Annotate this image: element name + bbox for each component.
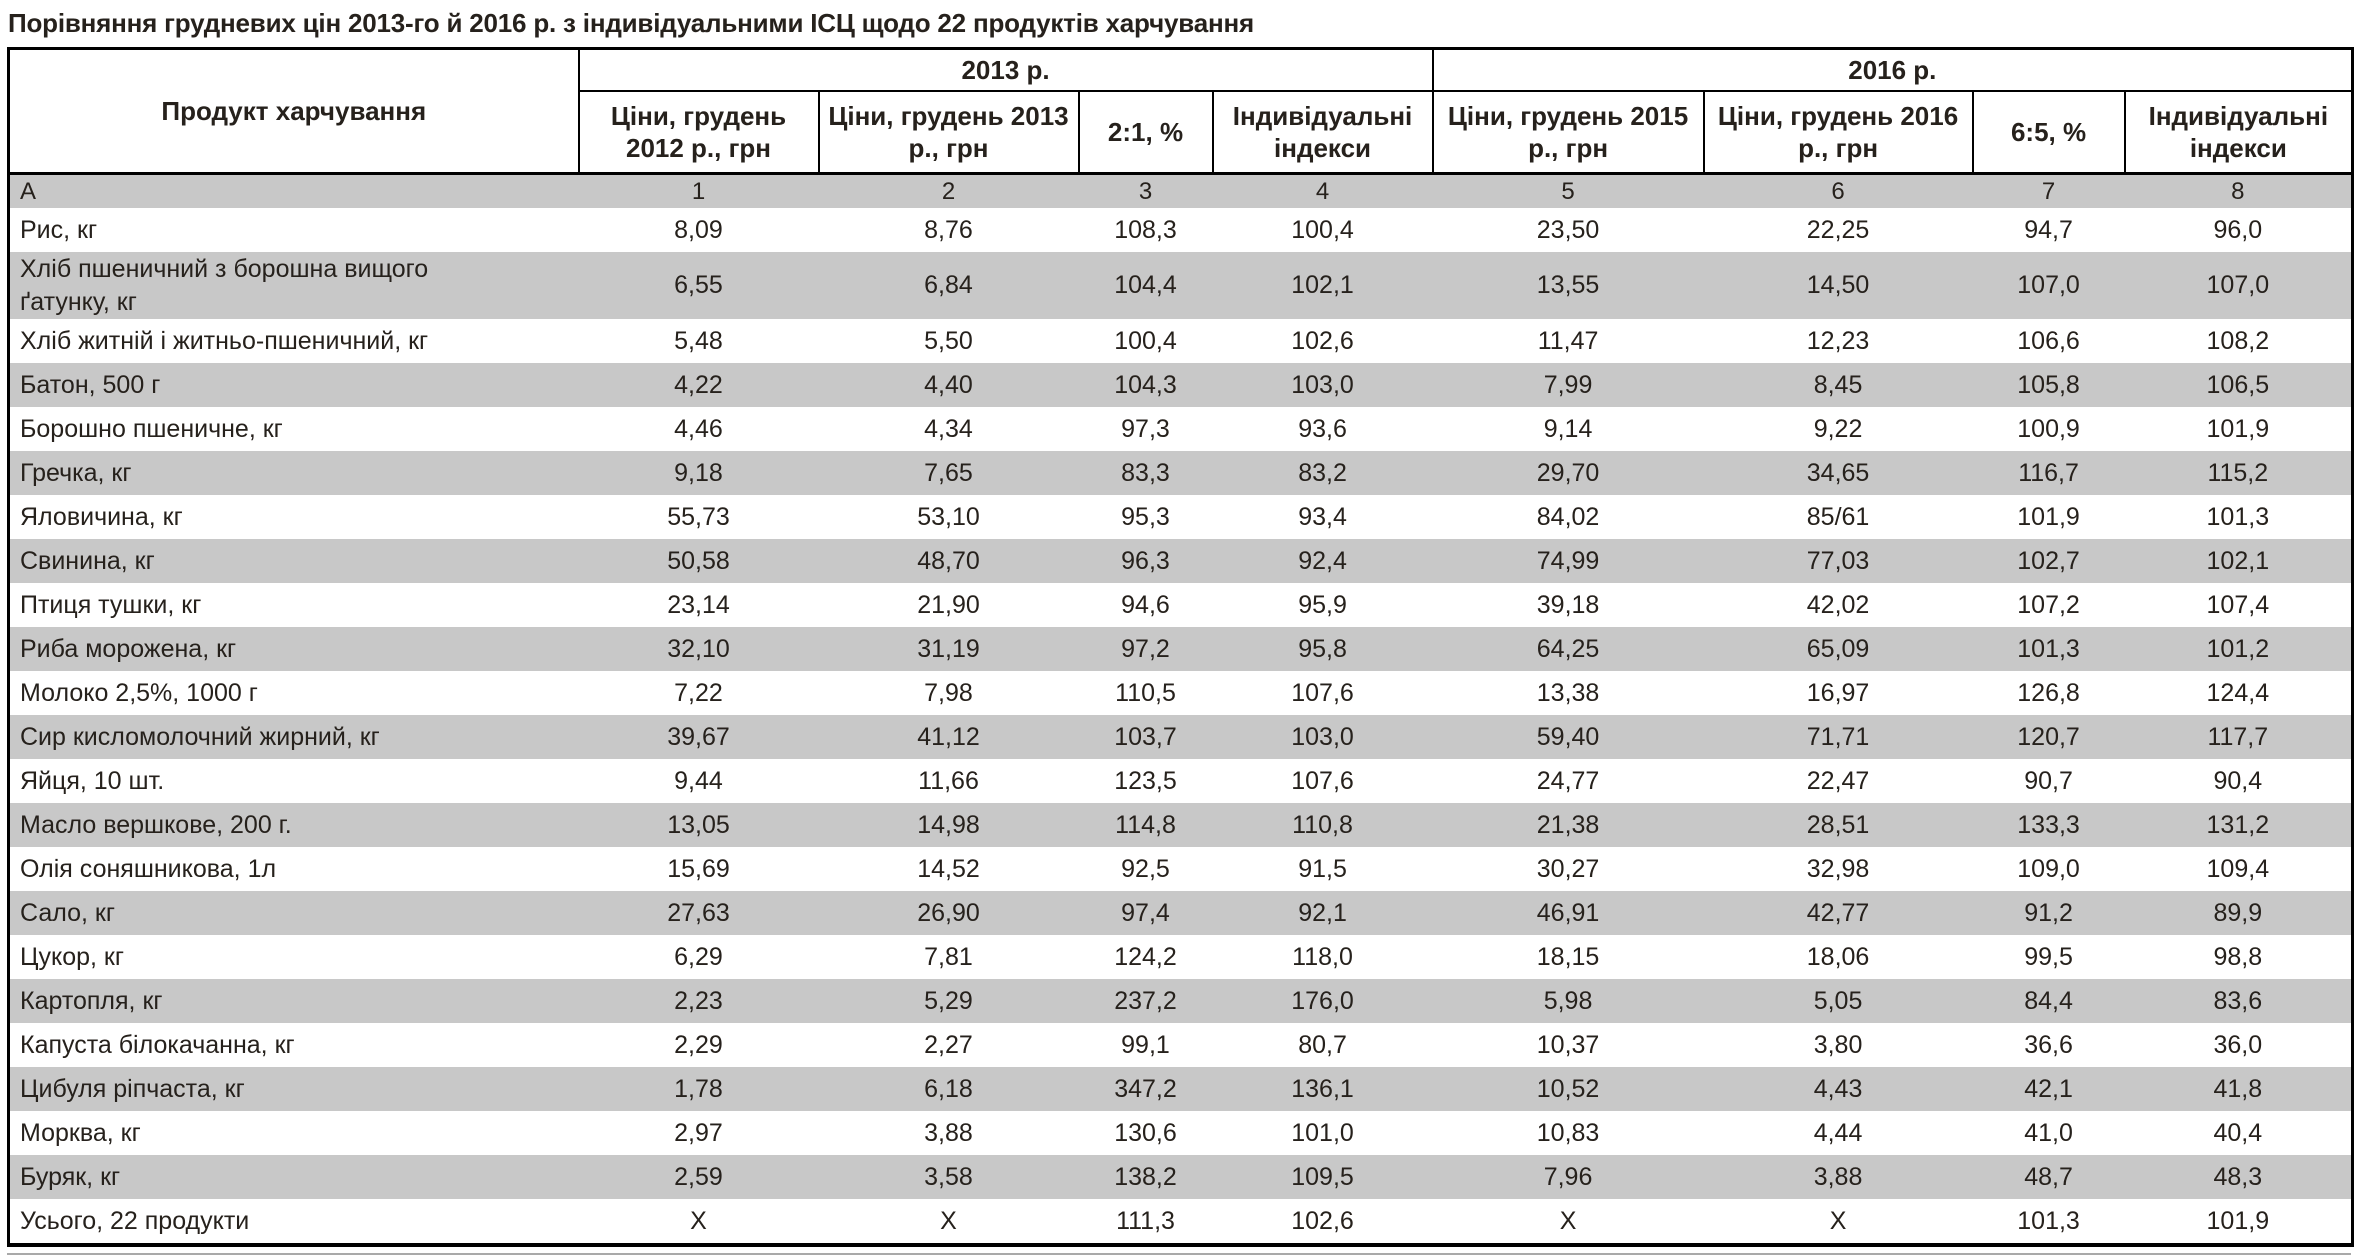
value-cell: 92,5	[1121, 854, 1170, 883]
column-group-2013: 2013 р.	[579, 49, 1433, 92]
product-cell: Масло вершкове, 200 г.	[20, 810, 292, 839]
value-cell: 107,2	[2017, 590, 2080, 619]
value-cell: 99,1	[1121, 1030, 1170, 1059]
value-cell: 91,5	[1298, 854, 1347, 883]
value-cell: 5,05	[1813, 986, 1863, 1015]
value-cell: 90,7	[2024, 766, 2073, 795]
table-row	[9, 1023, 2353, 1067]
value-cell: 96,0	[2213, 215, 2263, 244]
table-row	[9, 979, 2353, 1023]
table-row	[9, 539, 2353, 583]
value-cell: 27,63	[667, 898, 730, 927]
product-cell: Рис, кг	[20, 215, 98, 244]
table-row	[9, 1067, 2353, 1111]
value-cell: 124,2	[1114, 942, 1177, 971]
value-cell: 109,5	[1291, 1162, 1354, 1191]
value-cell: 110,5	[1115, 678, 1176, 707]
table-row	[9, 363, 2353, 407]
value-cell: 7,99	[1543, 370, 1593, 399]
page	[0, 8, 2358, 1255]
value-cell: 32,10	[667, 634, 730, 663]
value-cell: 30,27	[1536, 854, 1600, 883]
value-cell: 5,29	[924, 986, 973, 1015]
value-cell: 102,1	[2206, 546, 2270, 575]
value-cell: 14,50	[1806, 271, 1870, 300]
value-cell: 347,2	[1114, 1074, 1177, 1103]
column-group-2016: 2016 р.	[1433, 49, 2353, 92]
table-row	[9, 319, 2353, 363]
value-cell: 107,0	[2206, 271, 2270, 300]
value-cell: 36,0	[2213, 1030, 2263, 1059]
value-cell: 3,80	[1813, 1030, 1863, 1059]
value-cell: 31,19	[917, 634, 980, 663]
column-letter: А	[20, 178, 37, 205]
value-cell: 10,37	[1536, 1030, 1600, 1059]
value-cell: 36,6	[2024, 1030, 2073, 1059]
value-cell: 14,98	[917, 810, 980, 839]
column-header-product: Продукт харчування	[9, 49, 579, 174]
product-cell: Олія соняшникова, 1л	[20, 854, 277, 883]
value-cell: 4,34	[924, 414, 973, 443]
column-letter: 3	[1138, 177, 1153, 205]
value-cell: 42,1	[2024, 1074, 2073, 1103]
value-cell: 9,22	[1813, 414, 1863, 443]
value-cell: 111,3	[1116, 1206, 1175, 1235]
table-body	[9, 174, 2353, 1246]
table-title: Порівняння грудневих цін 2013-го й 2016 р. з індивідуальними ІСЦ щодо 22 продуктів харчування	[8, 8, 1254, 38]
value-cell: Х	[1559, 1206, 1577, 1235]
value-cell: 39,67	[667, 722, 730, 751]
value-cell: 29,70	[1536, 458, 1600, 487]
column-letters-row	[9, 174, 2353, 209]
value-cell: 133,3	[2017, 810, 2080, 839]
column-letter: 5	[1561, 177, 1575, 205]
value-cell: 3,58	[924, 1162, 973, 1191]
value-cell: 97,4	[1121, 898, 1170, 927]
value-cell: 2,29	[674, 1030, 723, 1059]
value-cell: 107,4	[2206, 590, 2270, 619]
value-cell: 103,0	[1291, 370, 1354, 399]
table-row	[9, 451, 2353, 495]
value-cell: 6,55	[674, 271, 723, 300]
table-row	[9, 627, 2353, 671]
value-cell: 101,2	[2206, 634, 2270, 663]
value-cell: 102,6	[1291, 1206, 1354, 1235]
value-cell: 107,6	[1291, 678, 1354, 707]
value-cell: 106,5	[2206, 370, 2270, 399]
value-cell: 108,3	[1114, 215, 1177, 244]
value-cell: 101,3	[2017, 1206, 2080, 1235]
value-cell: 131,2	[2206, 810, 2270, 839]
value-cell: 41,12	[917, 722, 980, 751]
value-cell: 7,22	[674, 678, 723, 707]
value-cell: 71,71	[1806, 722, 1870, 751]
value-cell: 24,77	[1536, 766, 1600, 795]
value-cell: 11,47	[1537, 326, 1599, 355]
product-cell: Свинина, кг	[20, 546, 155, 575]
value-cell: 18,06	[1806, 942, 1870, 971]
value-cell: 8,09	[674, 215, 723, 244]
value-cell: 136,1	[1291, 1074, 1354, 1103]
value-cell: 55,73	[667, 502, 730, 531]
value-cell: 8,45	[1813, 370, 1863, 399]
sub-header-price-dec-2016: Ціни, грудень 2016 р., грн	[1704, 91, 1973, 174]
sub-header-individual-indices-2016: Індивідуальні індекси	[2125, 91, 2353, 174]
value-cell: 10,52	[1536, 1074, 1600, 1103]
price-comparison-table	[7, 47, 2354, 1247]
value-cell: 8,76	[924, 215, 973, 244]
value-cell: 9,18	[674, 458, 723, 487]
value-cell: 100,4	[1291, 215, 1354, 244]
value-cell: 12,23	[1806, 326, 1870, 355]
value-cell: 40,4	[2213, 1118, 2263, 1147]
value-cell: 96,3	[1121, 546, 1170, 575]
value-cell: 16,97	[1806, 678, 1870, 707]
value-cell: 83,6	[2213, 986, 2263, 1015]
value-cell: 91,2	[2024, 898, 2073, 927]
value-cell: 6,84	[924, 271, 973, 300]
value-cell: 92,1	[1298, 898, 1347, 927]
sub-header-price-dec-2012: Ціни, грудень 2012 р., грн	[579, 91, 819, 174]
value-cell: 103,0	[1291, 722, 1354, 751]
sub-header-ratio-2-1: 2:1, %	[1079, 91, 1213, 174]
value-cell: 103,7	[1114, 722, 1177, 751]
value-cell: 2,97	[674, 1118, 723, 1147]
value-cell: 83,3	[1121, 458, 1170, 487]
value-cell: 48,7	[2024, 1162, 2073, 1191]
value-cell: 2,27	[924, 1030, 973, 1059]
value-cell: 95,8	[1298, 634, 1347, 663]
value-cell: 89,9	[2213, 898, 2263, 927]
table-row	[9, 671, 2353, 715]
value-cell: 13,05	[667, 810, 730, 839]
value-cell: 101,9	[2206, 1206, 2270, 1235]
value-cell: 116,7	[2018, 458, 2079, 487]
value-cell: 15,69	[667, 854, 730, 883]
value-cell: 98,8	[2213, 942, 2263, 971]
table-row	[9, 891, 2353, 935]
table-row	[9, 1155, 2353, 1199]
product-cell: Сало, кг	[20, 898, 115, 927]
value-cell: 4,44	[1813, 1118, 1863, 1147]
value-cell: 6,29	[674, 942, 723, 971]
group-header-row	[9, 49, 2353, 92]
value-cell: 107,0	[2017, 271, 2080, 300]
value-cell: 124,4	[2206, 678, 2270, 707]
value-cell: 41,8	[2213, 1074, 2263, 1103]
value-cell: 7,65	[924, 458, 973, 487]
value-cell: 237,2	[1114, 986, 1177, 1015]
table-row	[9, 1199, 2353, 1245]
value-cell: 13,55	[1536, 271, 1600, 300]
product-cell: Усього, 22 продукти	[20, 1206, 250, 1235]
product-cell: Картопля, кг	[20, 986, 163, 1015]
value-cell: 41,0	[2024, 1118, 2073, 1147]
table-row	[9, 803, 2353, 847]
value-cell: 2,59	[674, 1162, 723, 1191]
value-cell: 100,9	[2017, 414, 2080, 443]
value-cell: 26,90	[917, 898, 980, 927]
value-cell: 7,96	[1543, 1162, 1593, 1191]
value-cell: 1,78	[674, 1074, 723, 1103]
value-cell: 7,98	[924, 678, 973, 707]
product-cell: Борошно пшеничне, кг	[20, 414, 283, 443]
column-letter: 6	[1831, 177, 1845, 205]
value-cell: 42,02	[1806, 590, 1870, 619]
value-cell: 18,15	[1536, 942, 1600, 971]
table-header	[9, 49, 2353, 174]
product-cell: Яловичина, кг	[20, 502, 183, 531]
product-cell: Птиця тушки, кг	[20, 590, 202, 619]
value-cell: Х	[1829, 1206, 1847, 1235]
value-cell: 4,46	[674, 414, 723, 443]
table-row	[9, 407, 2353, 451]
value-cell: 110,8	[1292, 810, 1353, 839]
value-cell: 94,6	[1121, 590, 1170, 619]
value-cell: 28,51	[1806, 810, 1870, 839]
value-cell: 114,8	[1115, 810, 1176, 839]
sub-header-price-dec-2015: Ціни, грудень 2015 р., грн	[1433, 91, 1704, 174]
value-cell: 5,50	[924, 326, 973, 355]
value-cell: 94,7	[2024, 215, 2073, 244]
value-cell: 9,14	[1543, 414, 1593, 443]
product-cell: Буряк, кг	[20, 1162, 121, 1191]
value-cell: 11,66	[918, 766, 979, 795]
value-cell: 3,88	[1813, 1162, 1863, 1191]
table-row	[9, 495, 2353, 539]
value-cell: 95,9	[1298, 590, 1347, 619]
product-cell: Хліб житній і житньо-пшеничний, кг	[20, 326, 429, 355]
value-cell: 93,4	[1298, 502, 1347, 531]
value-cell: 176,0	[1291, 986, 1354, 1015]
value-cell: 117,7	[2207, 722, 2269, 751]
sub-header-price-dec-2013: Ціни, грудень 2013 р., грн	[819, 91, 1079, 174]
value-cell: 102,7	[2017, 546, 2080, 575]
value-cell: 90,4	[2213, 766, 2263, 795]
value-cell: 48,70	[917, 546, 980, 575]
value-cell: 93,6	[1298, 414, 1347, 443]
value-cell: 106,6	[2017, 326, 2080, 355]
value-cell: 84,02	[1536, 502, 1600, 531]
value-cell: 118,0	[1292, 942, 1353, 971]
value-cell: 23,50	[1536, 215, 1600, 244]
value-cell: 13,38	[1536, 678, 1600, 707]
table-row	[9, 935, 2353, 979]
product-cell: Риба морожена, кг	[20, 634, 237, 663]
value-cell: 77,03	[1806, 546, 1870, 575]
product-cell: Молоко 2,5%, 1000 г	[20, 678, 258, 707]
column-letter: 7	[2041, 177, 2056, 205]
value-cell: 83,2	[1298, 458, 1347, 487]
value-cell: 130,6	[1114, 1118, 1177, 1147]
value-cell: 21,90	[917, 590, 980, 619]
value-cell: 109,4	[2206, 854, 2270, 883]
value-cell: 99,5	[2024, 942, 2073, 971]
value-cell: 101,3	[2017, 634, 2080, 663]
value-cell: 101,9	[2017, 502, 2080, 531]
value-cell: 39,18	[1536, 590, 1600, 619]
value-cell: 100,4	[1114, 326, 1177, 355]
value-cell: 74,99	[1536, 546, 1600, 575]
product-cell: Капуста білокачанна, кг	[20, 1030, 295, 1059]
sub-header-ratio-6-5: 6:5, %	[1973, 91, 2125, 174]
value-cell: 6,18	[924, 1074, 973, 1103]
value-cell: 104,4	[1114, 271, 1177, 300]
column-letter: 1	[691, 177, 706, 205]
table-row	[9, 208, 2353, 252]
value-cell: 2,23	[674, 986, 723, 1015]
value-cell: 97,2	[1121, 634, 1170, 663]
value-cell: 123,5	[1114, 766, 1177, 795]
table-row	[9, 252, 2353, 319]
product-cell: Хліб пшеничний з борошна вищого ґатунку, кг	[20, 255, 429, 316]
value-cell: 4,22	[674, 370, 723, 399]
column-letter: 2	[941, 177, 956, 205]
value-cell: 21,38	[1536, 810, 1600, 839]
value-cell: 105,8	[2017, 370, 2080, 399]
value-cell: 101,9	[2206, 414, 2270, 443]
value-cell: 101,0	[1291, 1118, 1354, 1147]
value-cell: 23,14	[667, 590, 730, 619]
value-cell: 7,81	[924, 942, 973, 971]
value-cell: 5,98	[1543, 986, 1593, 1015]
product-cell: Гречка, кг	[20, 458, 132, 487]
value-cell: 95,3	[1121, 502, 1170, 531]
value-cell: 14,52	[917, 854, 980, 883]
column-letter: 4	[1315, 177, 1330, 205]
value-cell: 126,8	[2017, 678, 2080, 707]
value-cell: 92,4	[1298, 546, 1347, 575]
value-cell: 115,2	[2207, 458, 2269, 487]
value-cell: 138,2	[1114, 1162, 1177, 1191]
table-row	[9, 759, 2353, 803]
value-cell: 5,48	[674, 326, 723, 355]
value-cell: 22,25	[1806, 215, 1870, 244]
value-cell: Х	[940, 1206, 957, 1235]
value-cell: 4,40	[924, 370, 973, 399]
table-row	[9, 715, 2353, 759]
value-cell: 3,88	[924, 1118, 973, 1147]
value-cell: 9,44	[674, 766, 723, 795]
value-cell: 85/61	[1806, 502, 1870, 531]
product-cell: Морква, кг	[20, 1118, 141, 1147]
value-cell: 107,6	[1291, 766, 1354, 795]
table-row	[9, 847, 2353, 891]
value-cell: 53,10	[917, 502, 980, 531]
product-cell: Цукор, кг	[20, 942, 124, 971]
bottom-rule	[7, 1253, 2351, 1255]
value-cell: 22,47	[1806, 766, 1870, 795]
value-cell: 46,91	[1536, 898, 1600, 927]
column-letter: 8	[2231, 177, 2245, 205]
value-cell: 108,2	[2206, 326, 2270, 355]
value-cell: 102,6	[1291, 326, 1354, 355]
value-cell: 104,3	[1114, 370, 1177, 399]
value-cell: 97,3	[1121, 414, 1170, 443]
value-cell: 50,58	[667, 546, 730, 575]
value-cell: 64,25	[1536, 634, 1600, 663]
value-cell: 48,3	[2213, 1162, 2263, 1191]
product-cell: Батон, 500 г	[20, 370, 161, 399]
value-cell: Х	[690, 1206, 707, 1235]
value-cell: 120,7	[2017, 722, 2080, 751]
product-cell: Цибуля ріпчаста, кг	[20, 1074, 245, 1103]
value-cell: 102,1	[1291, 271, 1354, 300]
value-cell: 59,40	[1536, 722, 1600, 751]
value-cell: 4,43	[1813, 1074, 1863, 1103]
value-cell: 34,65	[1806, 458, 1870, 487]
value-cell: 65,09	[1806, 634, 1870, 663]
product-cell: Яйця, 10 шт.	[20, 766, 165, 795]
value-cell: 109,0	[2017, 854, 2080, 883]
value-cell: 32,98	[1806, 854, 1870, 883]
table-row	[9, 1111, 2353, 1155]
table-row	[9, 583, 2353, 627]
value-cell: 84,4	[2024, 986, 2073, 1015]
value-cell: 101,3	[2206, 502, 2270, 531]
product-cell: Сир кисломолочний жирний, кг	[20, 722, 380, 751]
sub-header-individual-indices-2013: Індивідуальні індекси	[1213, 91, 1433, 174]
value-cell: 80,7	[1298, 1030, 1347, 1059]
value-cell: 42,77	[1806, 898, 1870, 927]
value-cell: 10,83	[1536, 1118, 1600, 1147]
